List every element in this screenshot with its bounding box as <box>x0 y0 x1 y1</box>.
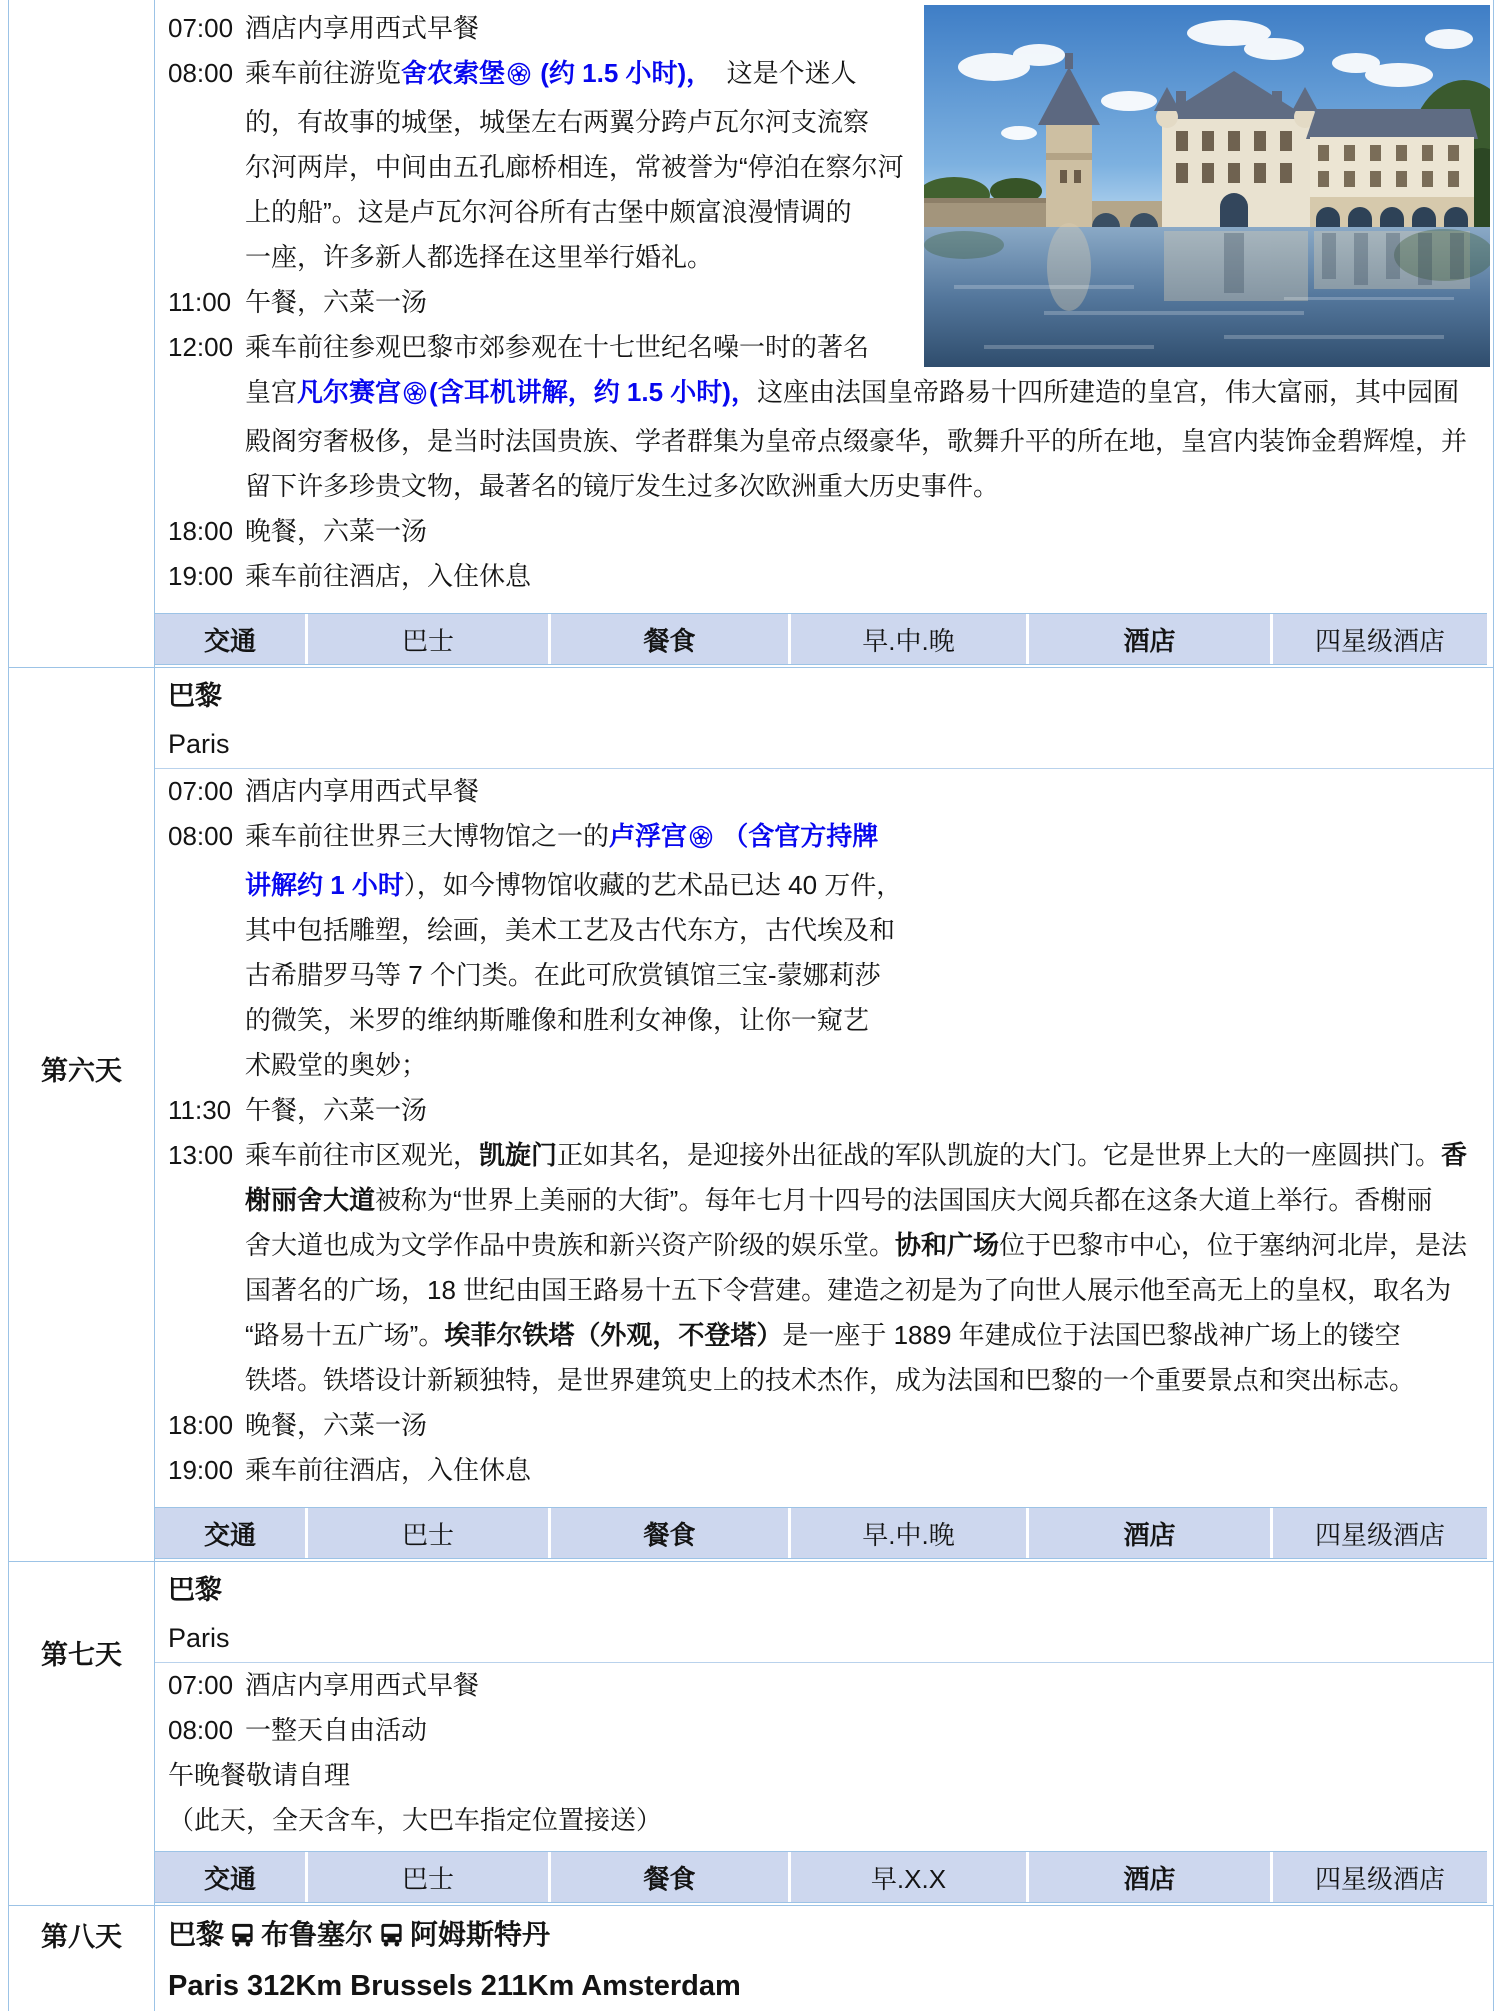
text-segment: 乘车前往参观巴黎市郊参观在十七世纪名噪一时的著名 <box>245 332 870 362</box>
entry-text <box>245 100 1493 145</box>
day-label-cell <box>9 0 155 667</box>
itinerary-entry <box>155 190 1493 235</box>
city-name-cn: 巴黎 <box>168 1575 222 1605</box>
day-label: 第八天 <box>41 1922 122 1952</box>
itinerary-entry <box>155 1268 1493 1313</box>
summary-transport-label: 交通 <box>155 1508 305 1558</box>
flower-badge-icon <box>689 818 713 863</box>
itinerary-entry <box>155 1313 1493 1358</box>
itinerary-entry <box>155 908 1493 953</box>
summary-row <box>155 1851 1487 1903</box>
summary-transport-value: 巴士 <box>308 1508 548 1558</box>
itinerary-entry <box>155 370 1493 419</box>
summary-meals-label: 餐食 <box>551 1508 788 1558</box>
route-subtitle: Paris 312Km Brussels 211Km Amsterdam <box>168 1970 741 2002</box>
text-segment: 尔河两岸，中间由五孔廊桥相连，常被誉为“停泊在察尔河 <box>245 152 904 182</box>
text-segment: 凡尔赛宫 <box>297 377 402 407</box>
text-segment: 酒店内享用西式早餐 <box>245 1670 480 1700</box>
entry-text <box>245 953 1493 998</box>
entry-text <box>245 1043 1493 1088</box>
itinerary-entry <box>155 509 1493 554</box>
entry-time: 11:00 <box>168 287 232 317</box>
summary-hotel-value: 四星级酒店 <box>1273 614 1487 664</box>
entry-time: 18:00 <box>168 1410 234 1440</box>
text-segment: (约 1.5 小时)， <box>533 58 713 88</box>
text-segment: 正如其名，是迎接外出征战的军队凯旋的大门。它是世界上大的一座圆拱门。 <box>557 1140 1442 1170</box>
summary-transport-value: 巴士 <box>308 1852 548 1902</box>
day-label-cell <box>9 668 155 1561</box>
route-title <box>155 1908 1493 1961</box>
itinerary-list <box>155 6 1493 599</box>
summary-transport-label: 交通 <box>155 1852 305 1902</box>
text-segment: (含耳机讲解，约 1.5 小时)， <box>429 377 757 407</box>
itinerary-entry <box>155 998 1493 1043</box>
day-label: 第六天 <box>41 1056 122 1086</box>
text-segment: 是一座于 1889 年建成位于法国巴黎战神广场上的镂空 <box>782 1320 1401 1350</box>
entry-text <box>245 1403 1493 1448</box>
summary-meals-label: 餐食 <box>551 1852 788 1902</box>
itinerary-entry <box>155 1708 1493 1753</box>
itinerary-entry <box>155 1798 1493 1843</box>
text-segment: 这是个迷人 <box>712 58 857 88</box>
text-segment: 协和广场 <box>895 1230 1000 1260</box>
flower-badge-icon <box>403 374 427 419</box>
entry-time: 07:00 <box>168 1670 234 1700</box>
text-segment: 榭丽舍大道 <box>245 1185 376 1215</box>
text-segment: 位于巴黎市中心，位于塞纳河北岸，是法 <box>999 1230 1468 1260</box>
itinerary-entry <box>155 1178 1493 1223</box>
text-segment: 香 <box>1441 1140 1468 1170</box>
bus-icon <box>229 1915 256 1961</box>
day-content <box>155 1906 1493 2011</box>
city-header <box>155 1564 1493 1663</box>
itinerary-entry <box>155 464 1493 509</box>
itinerary-entry <box>155 953 1493 998</box>
summary-hotel-label: 酒店 <box>1029 1852 1270 1902</box>
entry-time: 18:00 <box>168 516 234 546</box>
entry-text <box>245 235 1493 280</box>
city-name-cn: 巴黎 <box>168 681 222 711</box>
text-segment: 被称为“世界上美丽的大街”。每年七月十四号的法国国庆大阅兵都在这条大道上举行。香榭丽 <box>375 1185 1433 1215</box>
text-segment: 舍农索堡 <box>401 58 506 88</box>
itinerary-entry <box>155 145 1493 190</box>
entry-text <box>245 1708 1493 1753</box>
itinerary-entry <box>155 419 1493 464</box>
day-content <box>155 0 1493 667</box>
itinerary-entry <box>155 769 1493 814</box>
text-segment: 酒店内享用西式早餐 <box>245 776 480 806</box>
text-segment: 午餐，六菜一汤 <box>245 1095 428 1125</box>
summary-meals-value: 早.中.晚 <box>791 614 1026 664</box>
text-segment: 巴黎 <box>168 1919 225 1950</box>
text-segment: 一座，许多新人都选择在这里举行婚礼。 <box>245 242 714 272</box>
entry-time: 07:00 <box>168 13 234 43</box>
text-segment: 其中包括雕塑，绘画，美术工艺及古代东方，古代埃及和 <box>245 915 896 945</box>
entry-text <box>245 1268 1493 1313</box>
day-label: 第七天 <box>41 1640 122 1670</box>
text-segment: 乘车前往市区观光， <box>245 1140 480 1170</box>
text-segment: （含官方持牌 <box>715 821 879 851</box>
text-segment: 的，有故事的城堡，城堡左右两翼分跨卢瓦尔河支流察 <box>245 107 870 137</box>
itinerary-entry <box>155 1088 1493 1133</box>
summary-meals-value: 早.中.晚 <box>791 1508 1026 1558</box>
day-label-cell <box>9 1906 155 2011</box>
itinerary-entry <box>155 1358 1493 1403</box>
text-segment: 舍大道也成为文学作品中贵族和新兴资产阶级的娱乐堂。 <box>245 1230 896 1260</box>
text-segment: 乘车前往世界三大博物馆之一的 <box>245 821 610 851</box>
day-content <box>155 668 1493 1561</box>
flower-badge-icon <box>507 55 531 100</box>
itinerary-entry <box>155 6 1493 51</box>
text-segment: 国著名的广场，18 世纪由国王路易十五下令营建。建造之初是为了向世人展示他至高无上的皇权，取名为 <box>245 1275 1452 1305</box>
text-segment: 殿阁穷奢极侈，是当时法国贵族、学者群集为皇帝点缀豪华，歌舞升平的所在地，皇宫内装饰金碧辉煌，并 <box>245 426 1468 456</box>
itinerary-entry <box>155 814 1493 863</box>
day-label-cell <box>9 1562 155 1905</box>
entry-text <box>245 1223 1493 1268</box>
itinerary-entry <box>155 863 1493 908</box>
itinerary-list <box>155 769 1493 1493</box>
day-content <box>155 1562 1493 1905</box>
itinerary-entry <box>155 235 1493 280</box>
text-segment: 乘车前往酒店，入住休息 <box>245 1455 532 1485</box>
entry-time: 08:00 <box>168 1715 234 1745</box>
itinerary-entry <box>155 1133 1493 1178</box>
entry-text <box>245 554 1493 599</box>
city-name-en: Paris <box>168 729 230 759</box>
itinerary-entry <box>155 325 1493 370</box>
itinerary-entry <box>155 1403 1493 1448</box>
entry-text <box>245 1358 1493 1403</box>
text-segment: 铁塔。铁塔设计新颖独特，是世界建筑史上的技术杰作，成为法国和巴黎的一个重要景点和突出标志。 <box>245 1365 1416 1395</box>
summary-hotel-label: 酒店 <box>1029 1508 1270 1558</box>
summary-hotel-label: 酒店 <box>1029 614 1270 664</box>
summary-transport-value: 巴士 <box>308 614 548 664</box>
itinerary-entry <box>155 1448 1493 1493</box>
entry-text <box>245 280 1493 325</box>
text-segment: 古希腊罗马等 7 个门类。在此可欣赏镇馆三宝-蒙娜莉莎 <box>245 960 881 990</box>
day-row-day6 <box>9 667 1493 1561</box>
text-segment: 酒店内享用西式早餐 <box>245 13 480 43</box>
day-row-day7 <box>9 1561 1493 1905</box>
entry-text <box>245 769 1493 814</box>
entry-time: 19:00 <box>168 561 234 591</box>
entry-text <box>245 464 1493 509</box>
itinerary-entry <box>155 1753 1493 1798</box>
text-segment: ），如今博物馆收藏的艺术品已达 40 万件， <box>403 870 903 900</box>
city-header <box>155 670 1493 769</box>
text-segment: 阿姆斯特丹 <box>410 1919 551 1950</box>
day-row-day8 <box>9 1905 1493 2011</box>
text-segment: 留下许多珍贵文物，最著名的镜厅发生过多次欧洲重大历史事件。 <box>245 471 1000 501</box>
entry-text <box>245 6 1493 51</box>
text-segment: 凯旋门 <box>479 1140 558 1170</box>
text-segment: 埃菲尔铁塔（外观，不登塔） <box>444 1320 783 1350</box>
entry-text <box>245 1448 1493 1493</box>
text-segment: 的微笑，米罗的维纳斯雕像和胜利女神像，让你一窥艺 <box>245 1005 870 1035</box>
entry-time: 07:00 <box>168 776 234 806</box>
summary-row <box>155 1507 1487 1559</box>
entry-text <box>245 863 1493 908</box>
text-segment: 术殿堂的奥妙； <box>245 1050 428 1080</box>
text-segment: 上的船”。这是卢瓦尔河谷所有古堡中颇富浪漫情调的 <box>245 197 852 227</box>
entry-text <box>245 190 1493 235</box>
entry-text <box>168 1798 1493 1843</box>
entry-time: 12:00 <box>168 332 234 362</box>
entry-time: 08:00 <box>168 821 234 851</box>
entry-time: 13:00 <box>168 1140 234 1170</box>
text-segment: 卢浮宫 <box>609 821 688 851</box>
entry-text <box>245 814 1493 863</box>
entry-text <box>245 1313 1493 1358</box>
summary-row <box>155 613 1487 665</box>
entry-text <box>245 908 1493 953</box>
itinerary-entry <box>155 100 1493 145</box>
text-segment: 皇宫 <box>245 377 298 407</box>
text-segment: （此天，全天含车，大巴车指定位置接送） <box>168 1805 663 1835</box>
itinerary-entry <box>155 1663 1493 1708</box>
text-segment: 晚餐，六菜一汤 <box>245 1410 428 1440</box>
entry-text <box>245 1178 1493 1223</box>
entry-text <box>245 51 1493 100</box>
itinerary-entry <box>155 51 1493 100</box>
entry-text <box>245 509 1493 554</box>
entry-time: 11:30 <box>168 1095 232 1125</box>
summary-meals-label: 餐食 <box>551 614 788 664</box>
itinerary-table <box>8 0 1494 2011</box>
text-segment: 午晚餐敬请自理 <box>168 1760 351 1790</box>
entry-text <box>245 1663 1493 1708</box>
bus-icon <box>378 1915 405 1961</box>
text-segment: 午餐，六菜一汤 <box>245 287 428 317</box>
entry-text <box>245 419 1493 464</box>
entry-text <box>245 325 1493 370</box>
itinerary-entry <box>155 280 1493 325</box>
entry-text <box>245 145 1493 190</box>
city-name-en: Paris <box>168 1623 230 1653</box>
itinerary-entry <box>155 554 1493 599</box>
summary-meals-value: 早.X.X <box>791 1852 1026 1902</box>
itinerary-entry <box>155 1223 1493 1268</box>
entry-text <box>168 1753 1493 1798</box>
entry-text <box>245 1133 1493 1178</box>
entry-time: 08:00 <box>168 58 234 88</box>
itinerary-list <box>155 1663 1493 1843</box>
entry-text <box>245 1088 1493 1133</box>
text-segment: 一整天自由活动 <box>245 1715 428 1745</box>
text-segment: 乘车前往游览 <box>245 58 402 88</box>
text-segment: 晚餐，六菜一汤 <box>245 516 428 546</box>
summary-transport-label: 交通 <box>155 614 305 664</box>
day-row-day5 <box>9 0 1493 667</box>
entry-text <box>245 370 1493 419</box>
text-segment: 讲解约 1 小时 <box>245 870 404 900</box>
text-segment: 这座由法国皇帝路易十四所建造的皇宫，伟大富丽，其中园囿 <box>756 377 1459 407</box>
summary-hotel-value: 四星级酒店 <box>1273 1508 1487 1558</box>
summary-hotel-value: 四星级酒店 <box>1273 1852 1487 1902</box>
text-segment: 布鲁塞尔 <box>261 1919 374 1950</box>
itinerary-entry <box>155 1043 1493 1088</box>
text-segment: 乘车前往酒店，入住休息 <box>245 561 532 591</box>
entry-time: 19:00 <box>168 1455 234 1485</box>
entry-text <box>245 998 1493 1043</box>
text-segment: “路易十五广场”。 <box>245 1320 445 1350</box>
